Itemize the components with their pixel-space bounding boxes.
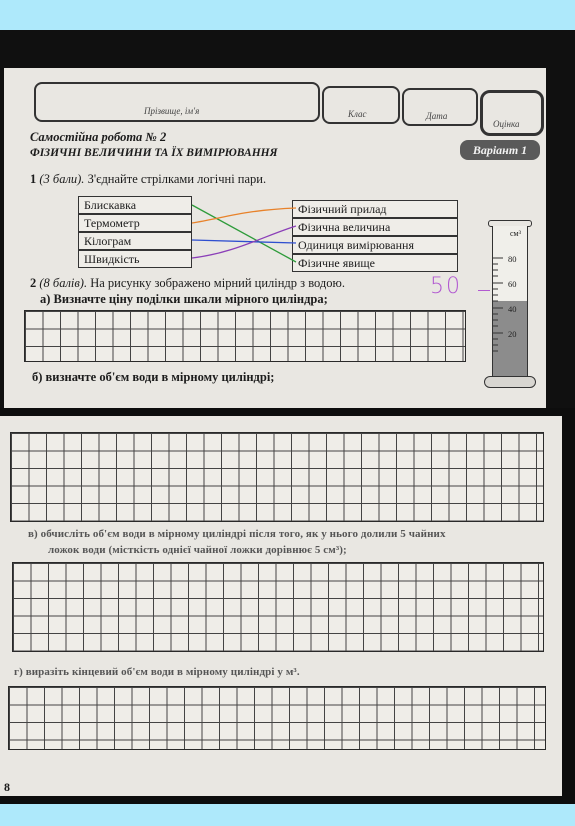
task2-number: 2 [30,276,37,290]
left-item-2: Кілограм [78,232,192,250]
worksheet-top [4,68,546,408]
match-line-blue [192,240,296,243]
left-item-0: Блискавка [78,196,192,214]
right-item-1: Фізична величина [292,218,458,236]
measuring-cylinder [488,220,536,410]
answer-grid-a [24,310,466,362]
right-item-3: Фізичне явище [292,254,458,272]
task2-points: (8 балів). [39,276,88,290]
handwritten-answer: 50 [430,274,462,299]
work-title: Самостійна робота № 2 [30,130,167,144]
tick-label-40: 40 [508,304,517,314]
class-caption: Клас [348,109,367,119]
task1-text: З'єднайте стрілками логічні пари. [87,172,267,186]
task1-points: (3 бали). [39,172,85,186]
match-line-orange [192,208,296,223]
task2-text: На рисунку зображено мірний циліндр з водою. [90,276,345,290]
task1-number: 1 [30,172,37,186]
topic-title: ФІЗИЧНІ ВЕЛИЧИНИ ТА ЇХ ВИМІРЮВАННЯ [30,147,278,159]
cylinder-unit: см³ [510,229,522,238]
cylinder-base [484,376,536,388]
left-item-3: Швидкість [78,250,192,268]
task2-c-line1: в) обчисліть об'єм води в мірному циліндрі після того, як у нього долили 5 чайних [28,528,446,540]
name-caption: Прізвище, ім'я [144,106,200,116]
answer-grid-b [10,432,544,522]
cylinder-ticks [493,226,507,376]
task2-d: г) виразіть кінцевий об'єм води в мірному циліндрі у м³. [14,666,300,678]
task2-a: а) Визначте ціну поділки шкали мірного циліндра; [40,292,328,306]
right-item-0: Фізичний прилад [292,200,458,218]
worksheet-bottom [0,416,562,796]
tick-label-60: 60 [508,279,517,289]
tick-label-80: 80 [508,254,517,264]
task2-b: б) визначте об'єм води в мірному циліндрі; [32,370,275,384]
left-item-1: Термометр [78,214,192,232]
top-photo [0,30,575,408]
answer-grid-d [8,686,546,750]
page-number: 8 [4,780,10,794]
task2-prompt [30,276,345,291]
answer-grid-c [12,562,544,652]
grade-caption: Оцінка [493,119,520,129]
variant-badge: Варіант 1 [460,140,540,160]
bottom-photo [0,408,575,804]
tick-label-20: 20 [508,329,517,339]
task2-c-line2: ложок води (місткість однієї чайної ложки дорівнює 5 см³); [48,544,347,556]
date-caption: Дата [426,111,448,121]
right-item-2: Одиниця вимірювання [292,236,458,254]
